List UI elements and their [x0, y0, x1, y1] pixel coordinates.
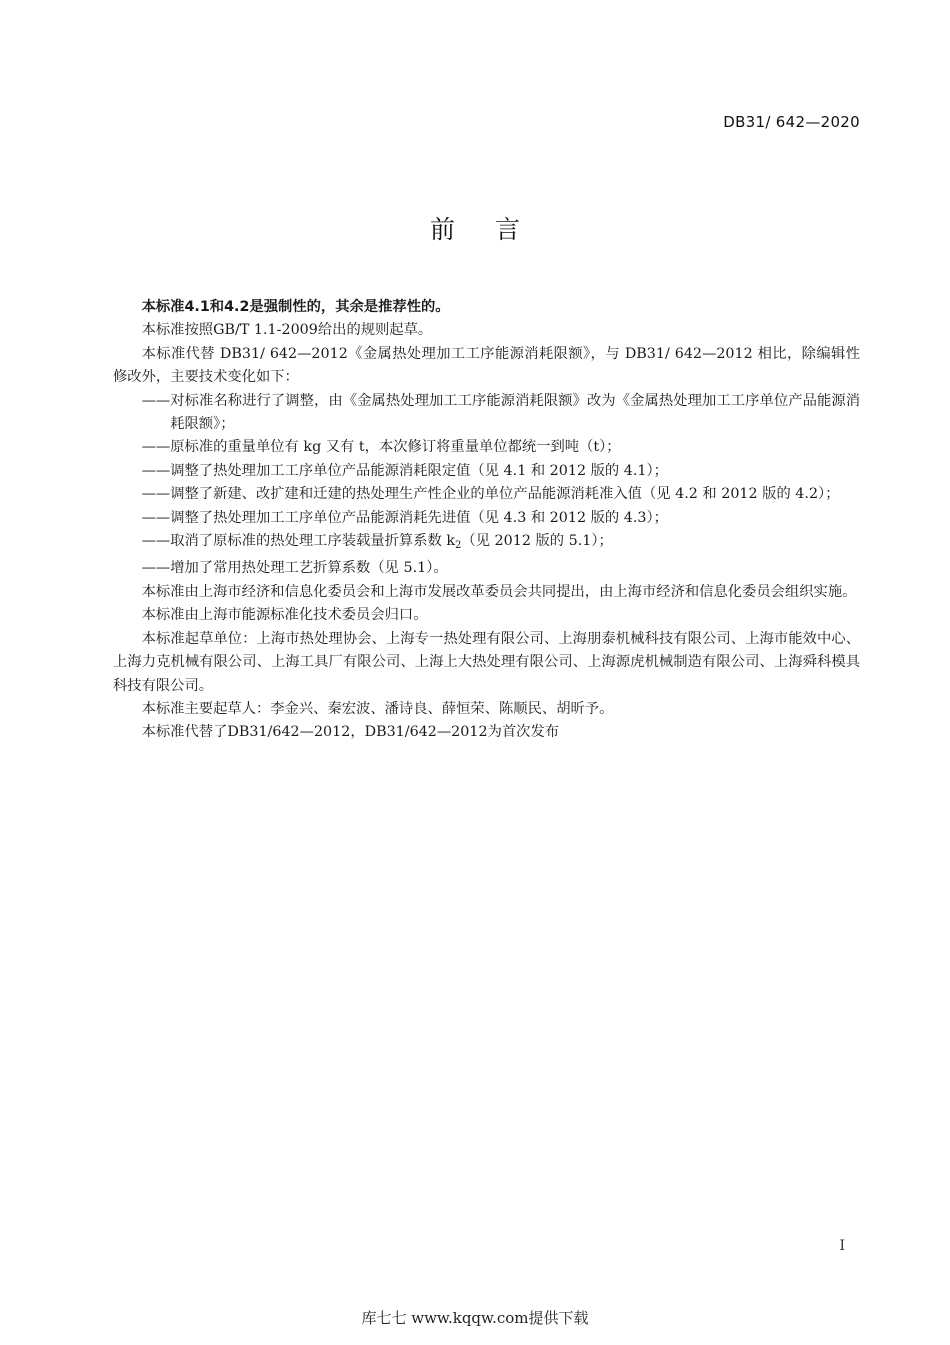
change-item: ——对标准名称进行了调整，由《金属热处理加工工序能源消耗限额》改为《金属热处理加工工序单位产品能源消耗限额》；: [141, 392, 860, 433]
page-title: 前言: [429, 215, 560, 244]
foreword-body: [113, 296, 860, 745]
drafting-rules-paragraph: 本标准按照GB/T 1.1-2009给出的规则起草。: [141, 322, 433, 339]
governing-committee-paragraph: 本标准由上海市能源标准化技术委员会归口。: [141, 607, 428, 624]
change-item: ——调整了新建、改扩建和迁建的热处理生产性企业的单位产品能源消耗准入值（见 4.2 和 2012 版的 4.2）；: [141, 486, 840, 503]
page-number: I: [839, 1238, 845, 1254]
mandatory-clause-paragraph: 本标准4.1和4.2是强制性的，其余是推荐性的。: [141, 299, 450, 315]
history-paragraph: 本标准代替了DB31/642—2012，DB31/642—2012为首次发布: [141, 724, 560, 741]
document-code: DB31/ 642—2020: [723, 113, 860, 131]
replacement-paragraph: 本标准代替 DB31/ 642—2012《金属热处理加工工序能源消耗限额》，与 DB31/ 642—2012 相比，除编辑性修改外，主要技术变化如下：: [113, 345, 860, 386]
proposer-paragraph: 本标准由上海市经济和信息化委员会和上海市发展改革委员会共同提出，由上海市经济和信息化委员会组织实施。: [141, 583, 857, 600]
drafters-paragraph: 本标准主要起草人：李金兴、秦宏波、潘诗良、薛恒荣、陈顺民、胡昕予。: [141, 700, 614, 717]
change-item: ——调整了热处理加工工序单位产品能源消耗限定值（见 4.1 和 2012 版的 4.1）；: [141, 462, 668, 479]
drafting-units-paragraph: 本标准起草单位：上海市热处理协会、上海专一热处理有限公司、上海朋泰机械科技有限公司、上海市能效中心、上海力克机械有限公司、上海工具厂有限公司、上海上大热处理有限公司、上海源虎机械制造有限公司、上海舜科模具科技有限公司。: [113, 630, 860, 694]
change-item: [113, 530, 860, 557]
change-text: （见 2012 版的 5.1）；: [461, 533, 613, 550]
change-item: ——原标准的重量单位有 kg 又有 t，本次修订将重量单位都统一到吨（t）；: [141, 439, 621, 456]
download-footer: 库七七 www.kqqw.com提供下载: [361, 1309, 589, 1327]
subscript: 2: [455, 540, 462, 552]
change-item: ——增加了常用热处理工艺折算系数（见 5.1）。: [141, 560, 448, 577]
change-text: ——取消了原标准的热处理工序装载量折算系数 k: [141, 533, 456, 550]
change-item: ——调整了热处理加工工序单位产品能源消耗先进值（见 4.3 和 2012 版的 4.3）；: [141, 509, 668, 526]
